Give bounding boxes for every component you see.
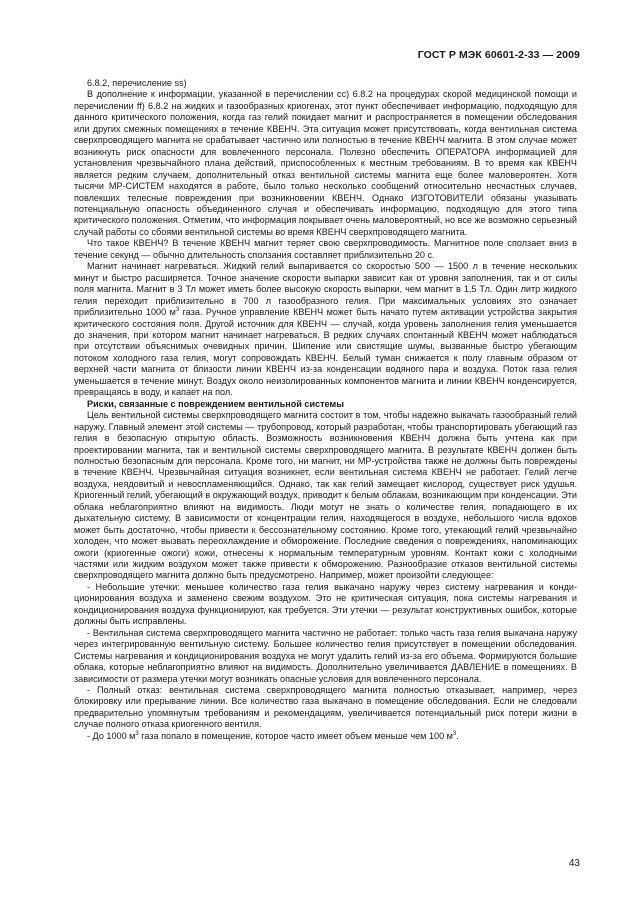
list-item-complete-failure: - Полный отказ: вентильная система сверхпроводящего магнита полностью отказывает, например, через блокировку или прерывание линии. Все количество газа выкачано в помещение обследования. Если не следовали предварительно упомянутым требованиям и рекомендациям, увеличивается потенциальный риск потери жизни в случае полного отказа криогенного вентиля. — [74, 685, 577, 730]
text-run: Магнит начинает нагреваться. Жидкий гелий выпаривается со скоростью 500 — 1500 л в течение нескольких минут и быстро расширяется. Точное значение скорости выпарки зависит как от уровня заполнения, так и от силы поля магнита. Магнит в 3 Тл может иметь более высокую скорость выпарки, чем магнит в 1,5 Тл. Один литр жидкого гелия переходит приблизительно в 700 л газообразного гелия. При максимальных условиях это означает приблизительно 1000 м — [74, 261, 577, 318]
superscript: 3 — [175, 307, 180, 314]
text-run: . — [456, 730, 459, 741]
document-code-header: ГОСТ Р МЭК 60601-2-33 — 2009 — [417, 49, 580, 61]
page-number: 43 — [568, 858, 580, 869]
superscript: 3 — [452, 730, 457, 737]
text-run: газа попало в помещение, которое часто имеет объем меньше чем 100 м — [138, 730, 453, 741]
paragraph-what-is-quench: Что такое КВЕНЧ? В течение КВЕНЧ магнит теряет свою сверхпроводимость. Магнитное поле сползает вниз в течение секунд — обычно длительность сползания составляет приблизительно 20 с. — [74, 238, 577, 260]
list-item-partial-failure: - Вентильная система сверхпроводящего магнита частично не работает: только часть газа гелия выкачана наружу через интегрированную вентильную систему. Большее количество гелия присутствует в помещении обследования. Системы нагревания и кондиционирования воздуха не могут удалить гелий из-за его объема. Формируются большие облака, которые неблагоприятно влияют на видимость. Дополнительно увеличивается ДАВЛЕНИЕ в помещениях. В зависимости от размера утечки могут возникать опасные условия для вовлеченного персонала. — [74, 627, 577, 684]
paragraph-magnet-heating — [74, 261, 577, 398]
list-item-gas-volume — [74, 731, 577, 742]
section-heading: Риски, связанные с повреждением вентильной системы — [87, 398, 344, 409]
superscript: 3 — [135, 730, 139, 737]
clause-reference: 6.8.2, перечисление ss) — [87, 78, 187, 88]
body-text — [74, 78, 577, 742]
list-item-small-leaks: - Небольшие утечки: меньшее количество газа гелия выкачано наружу через систему нагревания и кондиционирования воздуха и заменено свежим воздухом. Это не критическая ситуация, пока системы нагревания и кондиционирования воздуха функционируют, как требуется. Эти утечки — результат конструктивных ошибок, которые должны быть исправлены. — [74, 581, 577, 627]
text-run: - До 1000 м — [87, 730, 136, 741]
text-run: газа. Ручное управление КВЕНЧ может быть начато путем активации устройства закрытия критического состояния поля. Другой источник для КВЕНЧ — случай, когда уровень заполнения гелия уменьшается до значения, при котором магнит начинает нагреваться. В редких случаях спонтанный КВЕНЧ может наблюдаться при отсутствии объяснимых очевидных причин. Шипение или свистящие шумы, вызванные быстро убегающим потоком холодного газа гелия, могут сопровождать КВЕНЧ. Белый туман снижается к полу главным образом от верхней части магнита от близости линии КВЕНЧ из-за конденсации водяного пара и воздуха. Поток газа гелия уменьшается в течение минут. Воздух около неизолированных компонентов магнита и линии КВЕНЧ конденсируется, превращаясь в воду, и капает на пол. — [74, 307, 577, 398]
paragraph-intro: В дополнение к информации, указанной в перечислении cc) 6.8.2 на процедурах скорой медицинской помощи и перечислении ff) 6.8.2 на жидких и газообразных криогенах, этот пункт обеспечивает информацию, подходящую для данного критического положения, когда газ гелий покидает магнит и распространяется в помещении обследования или других смежных помещениях в течение КВЕНЧ. Эта ситуация может присутствовать, когда вентильная система сверхпроводящего магнита не срабатывает частично или полностью в течение КВЕНЧ магнита. В этом случае может возникнуть риск опасности для вовлеченного персонала. Полезно обеспечить ОПЕРАТОРА информацией для установления чрезвычайного плана действий, приспособленных к местным требованиям. В то время как КВЕНЧ является редким случаем, дополнительный отказ вентильной системы магнита еще более маловероятен. Хотя тысячи МР-СИСТЕМ находятся в работе, было только несколько сообщений относительно несчастных случаев, повлекших телесные повреждения при возникновении КВЕНЧ. Однако ИЗГОТОВИТЕЛИ обязаны указывать потенциальную опасность объединенного случая и обеспечивать информацию, подходящую для этого типа критического положения. Отметим, что информация покрывает очень маловероятный, но все же возможно серьезный случай работы со сбоями вентильной системы во время КВЕНЧ сверхпроводящего магнита. — [74, 89, 577, 237]
paragraph-vent-system-purpose: Цель вентильной системы сверхпроводящего магнита состоит в том, чтобы надежно выкачать газообразный гелий наружу. Главный элемент этой системы — трубопровод, который разработан, чтобы транспортировать убегающий газ гелия в безопасную открытую область. Возможность возникновения КВЕНЧ должна быть учтена как при проектировании магнита, так и вентильной системы сверхпроводящего магнита. В результате КВЕНЧ должен быть полностью безопасным для персонала. Кроме того, ни магнит, ни МР-устройства также не должны быть повреждены в течение КВЕНЧ. Чрезвычайная ситуация возникнет, если вентильная система КВЕНЧ не работает. Гелий легче воздуха, неядовитый и невоспламеняющийся. Однако, так как гелий замещает кислород, существует риск удушья. Криогенный гелий, убегающий в окружающий воздух, приводит к белым облакам, возникающим при конденсации. Эти облака неблагоприятно влияют на видимость. Люди могут не знать о количестве гелия, попадающего в их дыхательную систему. В зависимости от концентрации гелия, находящегося в воздухе, небольшого числа вдохов может быть достаточно, чтобы привести к бессознательному состоянию. Кроме того, утекающий гелий чрезвычайно холоден, что может вызвать переохлаждение и обморожение. Последние сведения о повреждениях, напоминающих ожоги (криогенные ожоги) кожи, отнесены к нормальным температурным уровням. Контакт кожи с холодными частями или жидким воздухом может также привести к обморожению. Разнообразие отказов вентильной системы сверхпроводящего магнита должно быть предусмотрено. Например, может произойти следующее: — [74, 410, 577, 581]
